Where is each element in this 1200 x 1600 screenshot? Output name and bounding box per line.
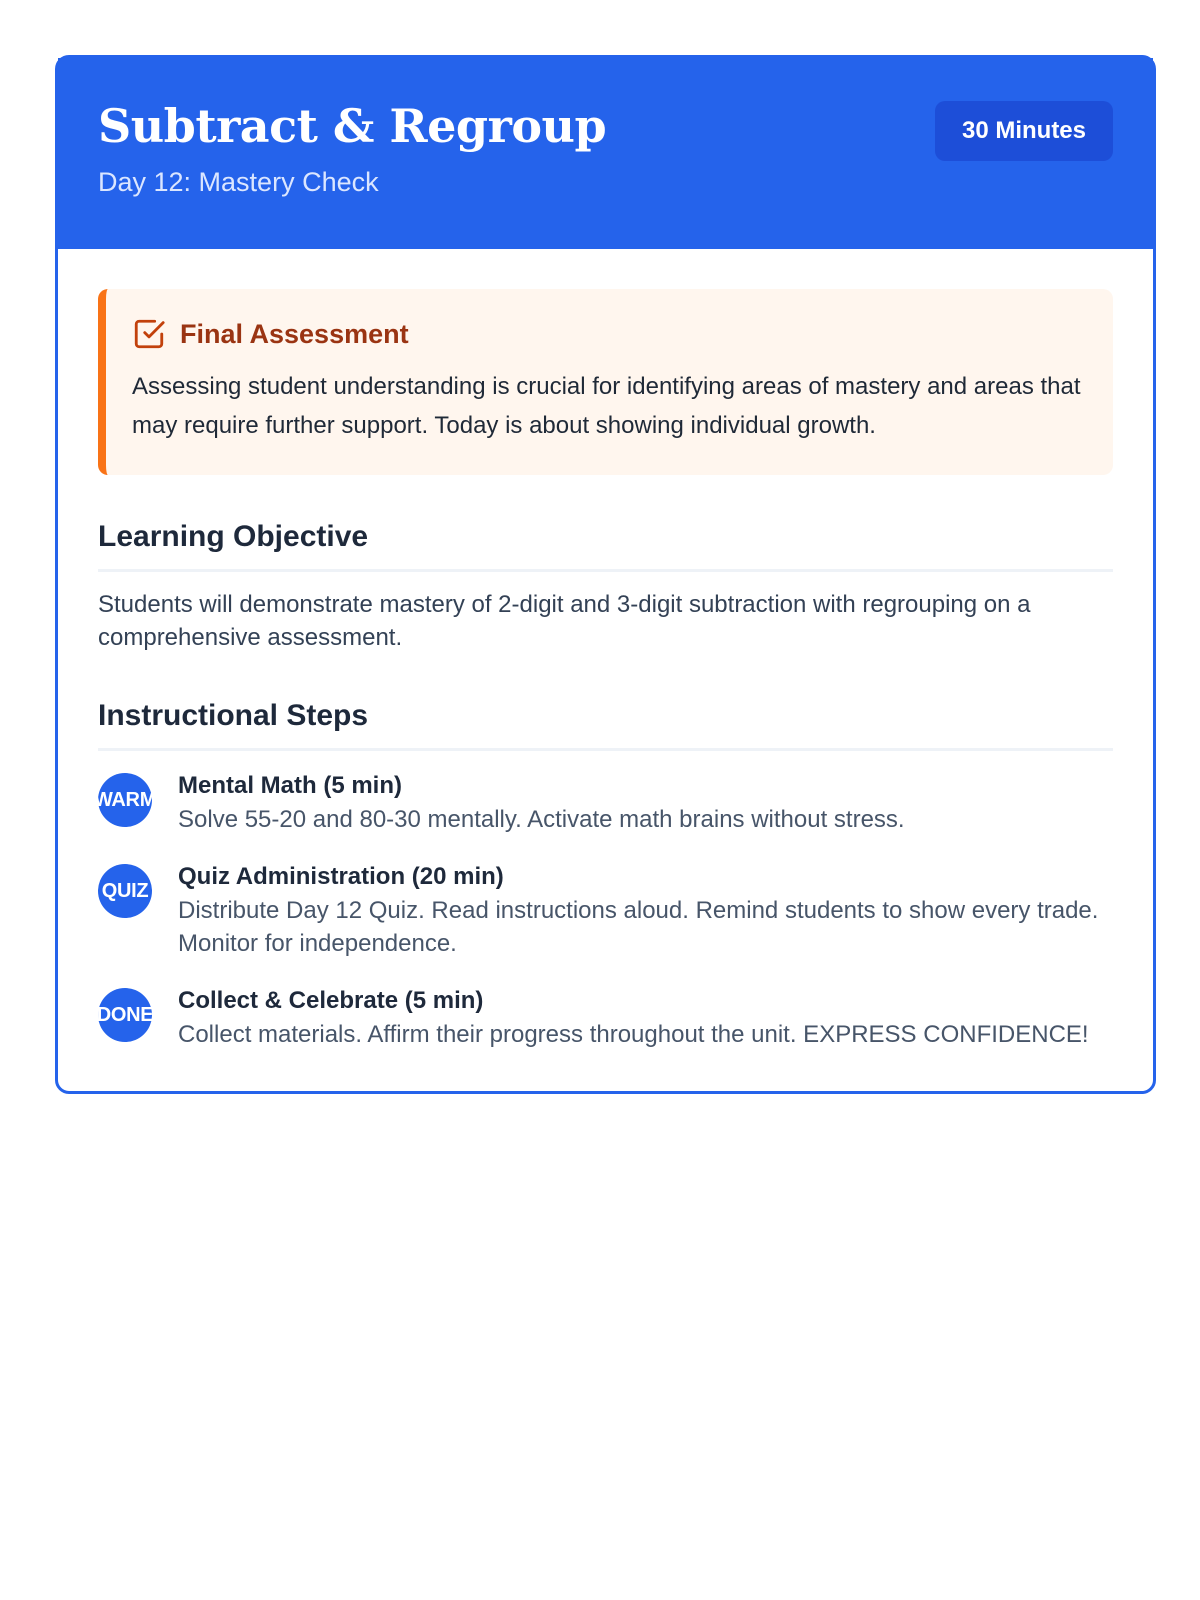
step-item [98,862,1113,960]
step-content [178,771,1113,836]
step-title: Mental Math (5 min) [178,772,403,799]
objective-heading: Learning Objective [98,519,1113,572]
step-title: Quiz Administration (20 min) [178,863,504,890]
step-item [98,986,1113,1051]
callout-header [132,317,1083,351]
step-badge: WARM [98,773,152,827]
lesson-header [58,58,1153,249]
step-content [178,862,1113,960]
checkbox-checked-icon [132,317,166,351]
step-badge: DONE [98,988,152,1042]
lesson-title: Subtract & Regroup [98,99,607,153]
callout-title: Final Assessment [180,319,409,349]
step-content [178,986,1113,1051]
callout-text: Assessing student understanding is crucial for identifying areas of mastery and areas that may require further support. Today is about showing individual growth. [132,373,1081,439]
duration-badge: 30 Minutes [935,101,1113,161]
step-description: Solve 55-20 and 80-30 mentally. Activate math brains without stress. [178,806,905,833]
step-item [93,771,1113,836]
lesson-body [58,249,1153,1091]
step-badge: QUIZ [98,864,152,918]
steps-heading: Instructional Steps [98,698,1113,751]
lesson-subtitle: Day 12: Mastery Check [98,167,379,197]
step-description: Distribute Day 12 Quiz. Read instructions aloud. Remind students to show every trade. Monitor for independence. [178,897,1099,957]
lesson-card [55,55,1156,1094]
final-assessment-callout [98,289,1113,475]
step-description: Collect materials. Affirm their progress throughout the unit. EXPRESS CONFIDENCE! [178,1021,1089,1048]
objective-text: Students will demonstrate mastery of 2-digit and 3-digit subtraction with regrouping on a comprehensive assessment. [98,591,1031,651]
steps-list [93,771,1113,1051]
step-title: Collect & Celebrate (5 min) [178,987,484,1014]
